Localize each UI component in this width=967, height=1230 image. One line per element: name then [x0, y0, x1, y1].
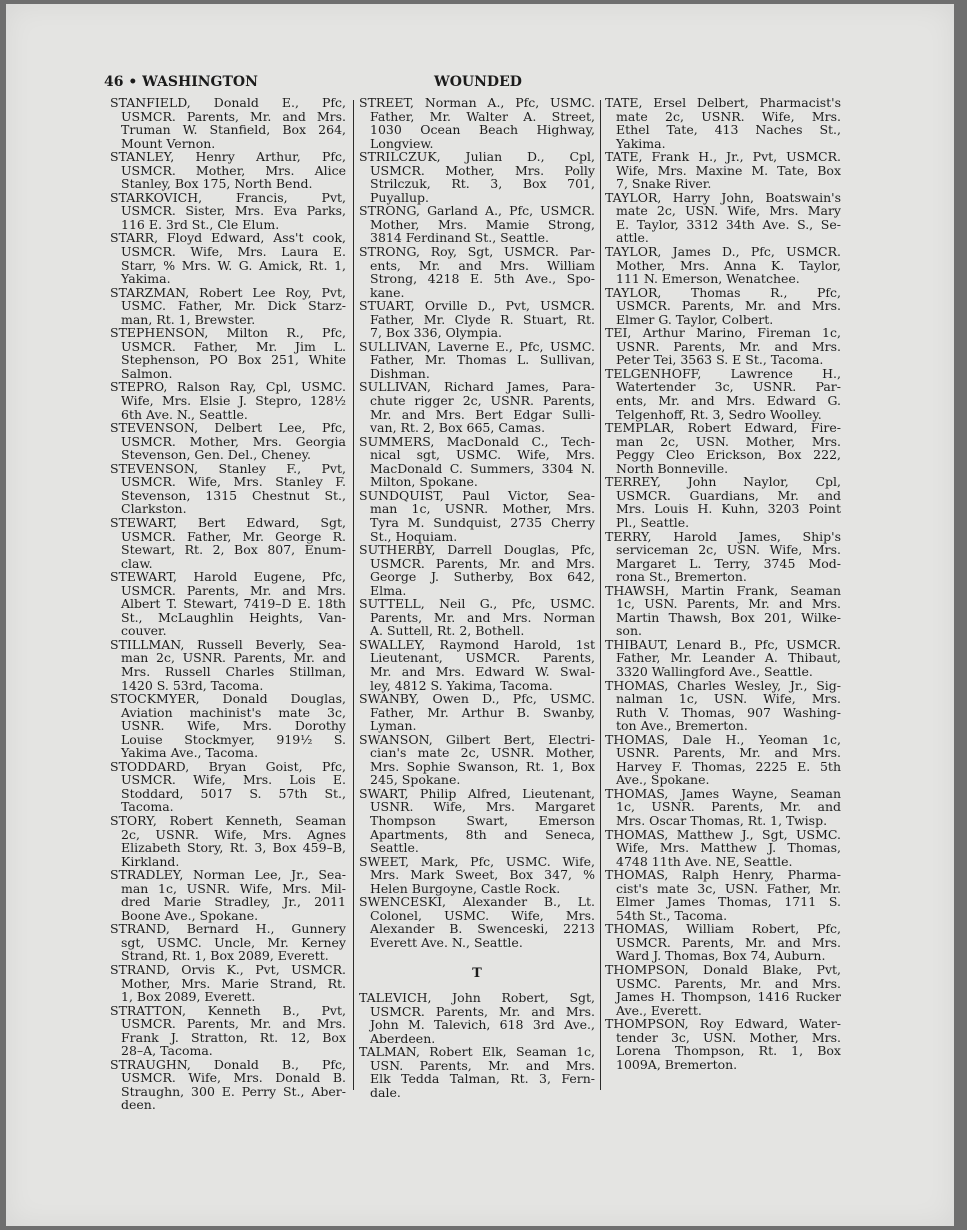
entry-detail-line: Kirkland.	[121, 853, 180, 869]
entry-detail-line: Puyallup.	[370, 189, 429, 205]
entry-detail-line: 1c, USNR. Parents, Mr. and	[616, 799, 841, 815]
entry-detail-line: Apartments, 8th and Seneca,	[370, 826, 595, 842]
column-1	[110, 96, 346, 1112]
entry-detail-line: Longview.	[370, 135, 434, 151]
entry-detail-line: Elma.	[370, 582, 407, 598]
casualty-entry	[605, 963, 841, 1017]
entry-detail-line: USMCR. Parents, Mr. and Mrs.	[121, 582, 346, 598]
entry-detail-line: man 2c, USN. Mother, Mrs.	[616, 433, 841, 449]
entry-detail-line: son.	[616, 623, 642, 639]
entry-detail-line: Wife, Mrs. Maxine M. Tate, Box	[616, 162, 841, 178]
column-3	[605, 96, 841, 1071]
entry-detail-line: Elizabeth Story, Rt. 3, Box 459–B,	[121, 840, 346, 856]
entry-detail-line: USMCR. Parents, Mr. and Mrs.	[616, 298, 841, 314]
entry-name-line: STEWART, Harold Eugene, Pfc,	[110, 569, 346, 585]
entry-detail-line: USMCR. Mother, Mrs. Polly	[370, 162, 595, 178]
entry-detail-line: Father, Mr. Leander A. Thibaut,	[616, 650, 841, 666]
entry-detail-line: Tyra M. Sundquist, 2735 Cherry	[370, 514, 595, 530]
casualty-entry	[110, 760, 346, 814]
casualty-entry	[359, 489, 595, 543]
entry-name-line: SWART, Philip Alfred, Lieutenant,	[359, 785, 595, 801]
entry-detail-line: Aberdeen.	[370, 1030, 436, 1046]
entry-detail-line: USMCR. Parents, Mr. and Mrs.	[121, 108, 346, 124]
entry-detail-line: chute rigger 2c, USNR. Parents,	[370, 393, 595, 409]
entry-detail-line: Elmer G. Taylor, Colbert.	[616, 311, 774, 327]
entry-detail-line: St., McLaughlin Heights, Van-	[121, 609, 346, 625]
entry-name-line: SWANSON, Gilbert Bert, Electri-	[359, 731, 595, 747]
casualty-entry	[110, 421, 346, 462]
entry-detail-line: 1c, USN. Parents, Mr. and Mrs.	[616, 596, 841, 612]
entry-detail-line: Louise Stockmyer, 919½ S.	[121, 731, 346, 747]
entry-detail-line: 54th St., Tacoma.	[616, 907, 728, 923]
entry-detail-line: USMCR. Mother, Mrs. Alice	[121, 162, 346, 178]
entry-detail-line: Stewart, Rt. 2, Box 807, Enum-	[121, 542, 346, 558]
entry-name-line: STOCKMYER, Donald Douglas,	[110, 691, 346, 707]
entry-detail-line: James H. Thompson, 1416 Rucker	[616, 989, 841, 1005]
entry-detail-line: Frank J. Stratton, Rt. 12, Box	[121, 1029, 346, 1045]
entry-name-line: TAYLOR, Thomas R., Pfc,	[605, 284, 841, 300]
entry-detail-line: nical sgt, USMC. Wife, Mrs.	[370, 447, 595, 463]
casualty-entry	[605, 679, 841, 733]
entry-detail-line: USMCR. Parents, Mr. and Mrs.	[370, 555, 595, 571]
casualty-entry	[110, 96, 346, 150]
entry-name-line: TATE, Frank H., Jr., Pvt, USMCR.	[605, 149, 841, 165]
casualty-entry	[605, 245, 841, 286]
entry-detail-line: sgt, USMC. Uncle, Mr. Kerney	[121, 934, 346, 950]
casualty-entry	[605, 828, 841, 869]
entry-detail-line: USNR. Parents, Mr. and Mrs.	[616, 338, 841, 354]
casualty-entry	[605, 922, 841, 963]
entry-detail-line: Mrs. Mark Sweet, Box 347, %	[370, 867, 595, 883]
entry-detail-line: Lieutenant, USMCR. Parents,	[370, 650, 595, 666]
entry-detail-line: 111 N. Emerson, Wenatchee.	[616, 271, 800, 287]
entry-detail-line: Elmer James Thomas, 1711 S.	[616, 894, 841, 910]
entry-detail-line: Elk Tedda Talman, Rt. 3, Fern-	[370, 1071, 595, 1087]
entry-name-line: THOMAS, Dale H., Yeoman 1c,	[605, 731, 841, 747]
entry-name-line: STEVENSON, Delbert Lee, Pfc,	[110, 420, 346, 436]
casualty-entry	[359, 1045, 595, 1099]
casualty-entry	[605, 150, 841, 191]
entry-detail-line: Ruth V. Thomas, 907 Washing-	[616, 704, 841, 720]
entry-detail-line: USMCR. Parents, Mr. and Mrs.	[616, 934, 841, 950]
column-2	[359, 96, 595, 1099]
entry-name-line: THOMAS, Matthew J., Sgt, USMC.	[605, 826, 841, 842]
entry-detail-line: Aviation machinist's mate 3c,	[121, 704, 346, 720]
entry-detail-line: USMCR. Sister, Mrs. Eva Parks,	[121, 203, 346, 219]
entry-name-line: STUART, Orville D., Pvt, USMCR.	[359, 298, 595, 314]
casualty-entry	[605, 367, 841, 421]
casualty-entry	[359, 299, 595, 340]
entry-detail-line: 245, Spokane.	[370, 772, 461, 788]
entry-detail-line: Everett Ave. N., Seattle.	[370, 934, 523, 950]
casualty-entry	[110, 150, 346, 191]
entry-name-line: TERREY, John Naylor, Cpl,	[605, 474, 841, 490]
casualty-entry	[359, 597, 595, 638]
entry-name-line: TATE, Ersel Delbert, Pharmacist's	[605, 95, 841, 110]
entry-detail-line: van, Rt. 2, Box 665, Camas.	[370, 420, 546, 436]
entry-detail-line: Mrs. Sophie Swanson, Rt. 1, Box	[370, 758, 595, 774]
entry-name-line: STRONG, Garland A., Pfc, USMCR.	[359, 203, 595, 219]
casualty-entry	[359, 638, 595, 692]
casualty-entry	[605, 286, 841, 327]
casualty-entry	[605, 326, 841, 367]
entry-detail-line: mate 2c, USNR. Wife, Mrs.	[616, 108, 841, 124]
entry-detail-line: claw.	[121, 555, 153, 571]
entry-name-line: THOMAS, Ralph Henry, Pharma-	[605, 867, 841, 883]
entry-name-line: STARR, Floyd Edward, Ass't cook,	[110, 230, 346, 246]
entry-detail-line: USNR. Parents, Mr. and Mrs.	[616, 745, 841, 761]
entry-name-line: TELGENHOFF, Lawrence H.,	[605, 365, 841, 381]
entry-detail-line: Watertender 3c, USNR. Par-	[616, 379, 841, 395]
entry-detail-line: 28–A, Tacoma.	[121, 1043, 213, 1059]
entry-detail-line: 116 E. 3rd St., Cle Elum.	[121, 216, 280, 232]
entry-detail-line: 1420 S. 53rd, Tacoma.	[121, 677, 264, 693]
entry-detail-line: Wife, Mrs. Elsie J. Stepro, 128½	[121, 393, 346, 409]
entry-detail-line: Mount Vernon.	[121, 135, 216, 151]
entry-detail-line: Father, Mr. Clyde R. Stuart, Rt.	[370, 311, 595, 327]
entry-detail-line: USMCR. Mother, Mrs. Georgia	[121, 433, 346, 449]
entry-name-line: SWEET, Mark, Pfc, USMC. Wife,	[359, 853, 595, 869]
casualty-entry	[605, 733, 841, 787]
entry-detail-line: Dishman.	[370, 365, 430, 381]
entry-detail-line: St., Hoquiam.	[370, 528, 458, 544]
entry-name-line: STRONG, Roy, Sgt, USMCR. Par-	[359, 244, 595, 260]
entry-detail-line: 3320 Wallingford Ave., Seattle.	[616, 663, 813, 679]
casualty-entry	[359, 855, 595, 896]
entry-detail-line: USMCR. Wife, Mrs. Donald B.	[121, 1070, 346, 1086]
entry-detail-line: Stephenson, PO Box 251, White	[121, 352, 346, 368]
entry-detail-line: Colonel, USMC. Wife, Mrs.	[370, 907, 595, 923]
entry-detail-line: Seattle.	[370, 840, 419, 856]
entry-detail-line: Thompson Swart, Emerson	[370, 812, 595, 828]
entry-detail-line: Stevenson, Gen. Del., Cheney.	[121, 447, 311, 463]
entry-name-line: STRAND, Orvis K., Pvt, USMCR.	[110, 962, 346, 977]
entry-detail-line: USNR. Wife, Mrs. Margaret	[370, 799, 595, 815]
entry-detail-line: 3814 Ferdinand St., Seattle.	[370, 230, 550, 246]
entry-detail-line: USMCR. Wife, Mrs. Stanley F.	[121, 474, 346, 490]
casualty-entry	[605, 191, 841, 245]
entry-detail-line: USMCR. Parents, Mr. and Mrs.	[121, 1016, 346, 1032]
entry-detail-line: dred Marie Stradley, Jr., 2011	[121, 894, 346, 910]
entry-detail-line: dale.	[370, 1084, 401, 1100]
entry-detail-line: USN. Parents, Mr. and Mrs.	[370, 1057, 595, 1073]
entry-detail-line: ley, 4812 S. Yakima, Tacoma.	[370, 677, 553, 693]
entry-detail-line: Helen Burgoyne, Castle Rock.	[370, 880, 561, 896]
entry-detail-line: Mrs. Russell Charles Stillman,	[121, 663, 346, 679]
entry-name-line: STILLMAN, Russell Beverly, Sea-	[110, 636, 346, 652]
entry-detail-line: tender 3c, USN. Mother, Mrs.	[616, 1029, 841, 1045]
entry-detail-line: Martin Thawsh, Box 201, Wilke-	[616, 609, 841, 625]
entry-name-line: TALEVICH, John Robert, Sgt,	[359, 990, 595, 1005]
entry-detail-line: couver.	[121, 623, 167, 639]
entry-detail-line: deen.	[121, 1097, 156, 1113]
entry-detail-line: Peggy Cleo Erickson, Box 222,	[616, 447, 841, 463]
entry-detail-line: Mrs. Louis H. Kuhn, 3203 Point	[616, 501, 841, 517]
casualty-entry	[359, 245, 595, 299]
casualty-entry	[110, 922, 346, 963]
entry-detail-line: Mother, Mrs. Anna K. Taylor,	[616, 257, 841, 273]
entry-name-line: SUMMERS, MacDonald C., Tech-	[359, 433, 595, 449]
entry-detail-line: ents, Mr. and Mrs. William	[370, 257, 595, 273]
entry-name-line: THOMPSON, Donald Blake, Pvt,	[605, 962, 841, 977]
entry-detail-line: USMCR. Father, Mr. George R.	[121, 528, 346, 544]
section-letter: T	[472, 966, 482, 982]
casualty-entry	[110, 1058, 346, 1112]
entry-detail-line: 7, Box 336, Olympia.	[370, 325, 503, 341]
entry-name-line: STANLEY, Henry Arthur, Pfc,	[110, 149, 346, 165]
section-title: WOUNDED	[434, 74, 522, 90]
entry-detail-line: attle.	[616, 230, 649, 246]
casualty-entry	[359, 380, 595, 434]
entry-name-line: THOMAS, James Wayne, Seaman	[605, 785, 841, 801]
casualty-entry	[359, 340, 595, 381]
entry-detail-line: E. Taylor, 3312 34th Ave. S., Se-	[616, 216, 841, 232]
entry-detail-line: Father, Mr. Walter A. Street,	[370, 108, 595, 124]
entry-detail-line: Yakima.	[616, 135, 666, 151]
casualty-entry	[359, 150, 595, 204]
entry-detail-line: Yakima Ave., Tacoma.	[121, 745, 259, 761]
casualty-entry	[605, 1017, 841, 1071]
casualty-entry	[110, 570, 346, 638]
entry-name-line: TAYLOR, James D., Pfc, USMCR.	[605, 244, 841, 260]
entry-detail-line: Mrs. Oscar Thomas, Rt. 1, Twisp.	[616, 812, 828, 828]
entry-name-line: SWALLEY, Raymond Harold, 1st	[359, 636, 595, 652]
entry-name-line: STARKOVICH, Francis, Pvt,	[110, 189, 346, 205]
entry-detail-line: kane.	[370, 284, 405, 300]
entry-detail-line: cian's mate 2c, USNR. Mother,	[370, 745, 595, 761]
casualty-entry	[605, 787, 841, 828]
entry-detail-line: John M. Talevich, 618 3rd Ave.,	[370, 1017, 595, 1033]
entry-detail-line: Father, Mr. Arthur B. Swanby,	[370, 704, 595, 720]
entry-detail-line: Milton, Spokane.	[370, 474, 478, 490]
casualty-entry	[359, 435, 595, 489]
casualty-entry	[110, 380, 346, 421]
casualty-entry	[110, 191, 346, 232]
casualty-entry	[359, 991, 595, 1045]
entry-detail-line: USMCR. Wife, Mrs. Lois E.	[121, 772, 346, 788]
entry-detail-line: man, Rt. 1, Brewster.	[121, 311, 256, 327]
entry-detail-line: Ward J. Thomas, Box 74, Auburn.	[616, 948, 826, 964]
entry-detail-line: USMC. Parents, Mr. and Mrs.	[616, 975, 841, 991]
entry-name-line: SUNDQUIST, Paul Victor, Sea-	[359, 487, 595, 503]
entry-detail-line: rona St., Bremerton.	[616, 569, 747, 585]
entry-detail-line: North Bonneville.	[616, 460, 729, 476]
entry-name-line: STRAND, Bernard H., Gunnery	[110, 921, 346, 937]
entry-name-line: SULLIVAN, Richard James, Para-	[359, 379, 595, 395]
entry-detail-line: mate 2c, USN. Wife, Mrs. Mary	[616, 203, 841, 219]
entry-name-line: STRILCZUK, Julian D., Cpl,	[359, 149, 595, 165]
entry-detail-line: Parents, Mr. and Mrs. Norman	[370, 609, 595, 625]
entry-name-line: STREET, Norman A., Pfc, USMC.	[359, 95, 595, 110]
entry-name-line: STODDARD, Bryan Goist, Pfc,	[110, 758, 346, 774]
entry-detail-line: man 2c, USNR. Parents, Mr. and	[121, 650, 346, 666]
casualty-entry	[605, 421, 841, 475]
entry-detail-line: A. Suttell, Rt. 2, Bothell.	[370, 623, 525, 639]
entry-detail-line: Lyman.	[370, 718, 417, 734]
casualty-entry	[359, 96, 595, 150]
entry-name-line: SULLIVAN, Laverne E., Pfc, USMC.	[359, 338, 595, 354]
entry-detail-line: Alexander B. Swenceski, 2213	[370, 921, 595, 937]
entry-detail-line: USMCR. Wife, Mrs. Laura E.	[121, 244, 346, 260]
entry-detail-line: USMCR. Guardians, Mr. and	[616, 487, 841, 503]
entry-detail-line: Ave., Spokane.	[616, 772, 710, 788]
page-number-state: 46 • WASHINGTON	[104, 74, 258, 90]
casualty-entry	[110, 286, 346, 327]
entry-detail-line: Wife, Mrs. Matthew J. Thomas,	[616, 840, 841, 856]
entry-detail-line: Stoddard, 5017 S. 57th St.,	[121, 785, 346, 801]
entry-detail-line: Boone Ave., Spokane.	[121, 907, 259, 923]
entry-name-line: THIBAUT, Lenard B., Pfc, USMCR.	[605, 636, 841, 652]
entry-name-line: SWANBY, Owen D., Pfc, USMC.	[359, 691, 595, 707]
entry-detail-line: Margaret L. Terry, 3745 Mod-	[616, 555, 841, 571]
entry-detail-line: serviceman 2c, USN. Wife, Mrs.	[616, 542, 841, 558]
entry-name-line: STRAUGHN, Donald B., Pfc,	[110, 1056, 346, 1072]
entry-name-line: TEMPLAR, Robert Edward, Fire-	[605, 420, 841, 436]
entry-detail-line: Strilczuk, Rt. 3, Box 701,	[370, 176, 595, 192]
entry-detail-line: Peter Tei, 3563 S. E St., Tacoma.	[616, 352, 824, 368]
entry-detail-line: Mother, Mrs. Mamie Strong,	[370, 216, 595, 232]
entry-detail-line: Truman W. Stanfield, Box 264,	[121, 122, 346, 138]
entry-name-line: TERRY, Harold James, Ship's	[605, 528, 841, 544]
entry-detail-line: Mother, Mrs. Marie Strand, Rt.	[121, 975, 346, 991]
entry-detail-line: USNR. Wife, Mrs. Dorothy	[121, 718, 346, 734]
casualty-entry	[605, 868, 841, 922]
entry-detail-line: Straughn, 300 E. Perry St., Aber-	[121, 1083, 346, 1099]
entry-detail-line: Stevenson, 1315 Chestnut St.,	[121, 487, 346, 503]
entry-name-line: STANFIELD, Donald E., Pfc,	[110, 95, 346, 110]
casualty-entry	[605, 638, 841, 679]
entry-detail-line: Ave., Everett.	[616, 1002, 702, 1018]
entry-name-line: STARZMAN, Robert Lee Roy, Pvt,	[110, 284, 346, 300]
casualty-entry	[605, 584, 841, 638]
entry-detail-line: Ethel Tate, 413 Naches St.,	[616, 122, 841, 138]
entry-detail-line: Starr, % Mrs. W. G. Amick, Rt. 1,	[121, 257, 346, 273]
entry-detail-line: Lorena Thompson, Rt. 1, Box	[616, 1043, 841, 1059]
casualty-entry	[110, 516, 346, 570]
casualty-entry	[110, 692, 346, 760]
entry-detail-line: Yakima.	[121, 271, 171, 287]
entry-detail-line: 1, Box 2089, Everett.	[121, 989, 256, 1005]
entry-name-line: SWENCESKI, Alexander B., Lt.	[359, 894, 595, 910]
casualty-entry	[359, 895, 595, 949]
entry-name-line: THOMAS, Charles Wesley, Jr., Sig-	[605, 677, 841, 693]
entry-detail-line: nalman 1c, USN. Wife, Mrs.	[616, 691, 841, 707]
entry-detail-line: ents, Mr. and Mrs. Edward G.	[616, 393, 841, 409]
entry-detail-line: 4748 11th Ave. NE, Seattle.	[616, 853, 793, 869]
entry-detail-line: 2c, USNR. Wife, Mrs. Agnes	[121, 826, 346, 842]
casualty-entry	[359, 543, 595, 597]
entry-detail-line: USMC. Father, Mr. Dick Starz-	[121, 298, 346, 314]
casualty-entry	[359, 787, 595, 855]
entry-detail-line: ton Ave., Bremerton.	[616, 718, 748, 734]
entry-detail-line: Tacoma.	[121, 799, 174, 815]
entry-detail-line: USMCR. Parents, Mr. and Mrs.	[370, 1003, 595, 1019]
casualty-entry	[605, 475, 841, 529]
casualty-entry	[110, 814, 346, 868]
entry-detail-line: MacDonald C. Summers, 3304 N.	[370, 460, 595, 476]
entry-detail-line: Stanley, Box 175, North Bend.	[121, 176, 313, 192]
entry-detail-line: Salmon.	[121, 365, 173, 381]
entry-detail-line: 6th Ave. N., Seattle.	[121, 406, 248, 422]
casualty-entry	[359, 692, 595, 733]
casualty-entry	[110, 868, 346, 922]
entry-detail-line: Harvey F. Thomas, 2225 E. 5th	[616, 758, 841, 774]
casualty-entry	[359, 733, 595, 787]
entry-detail-line: cist's mate 3c, USN. Father, Mr.	[616, 880, 841, 896]
entry-name-line: STRADLEY, Norman Lee, Jr., Sea-	[110, 867, 346, 883]
entry-detail-line: USMCR. Father, Mr. Jim L.	[121, 338, 346, 354]
entry-name-line: THOMAS, William Robert, Pfc,	[605, 921, 841, 937]
entry-detail-line: 1009A, Bremerton.	[616, 1056, 738, 1072]
entry-detail-line: Strong, 4218 E. 5th Ave., Spo-	[370, 271, 595, 287]
entry-name-line: TAYLOR, Harry John, Boatswain's	[605, 189, 841, 205]
casualty-entry	[110, 462, 346, 516]
casualty-entry	[110, 963, 346, 1004]
entry-name-line: STEWART, Bert Edward, Sgt,	[110, 514, 346, 530]
entry-detail-line: Father, Mr. Thomas L. Sullivan,	[370, 352, 595, 368]
entry-detail-line: Mr. and Mrs. Bert Edgar Sulli-	[370, 406, 595, 422]
entry-detail-line: Clarkston.	[121, 501, 187, 517]
entry-name-line: STRATTON, Kenneth B., Pvt,	[110, 1002, 346, 1018]
entry-detail-line: 1030 Ocean Beach Highway,	[370, 122, 595, 138]
entry-detail-line: Strand, Rt. 1, Box 2089, Everett.	[121, 948, 329, 964]
casualty-entry	[110, 326, 346, 380]
entry-name-line: STEPRO, Ralson Ray, Cpl, USMC.	[110, 379, 346, 395]
entry-name-line: TALMAN, Robert Elk, Seaman 1c,	[359, 1044, 595, 1060]
casualty-entry	[110, 231, 346, 285]
casualty-entry	[605, 530, 841, 584]
entry-detail-line: 7, Snake River.	[616, 176, 712, 192]
column-divider	[353, 100, 354, 1090]
entry-detail-line: Telgenhoff, Rt. 3, Sedro Woolley.	[616, 406, 822, 422]
casualty-entry	[110, 638, 346, 692]
entry-detail-line: Mr. and Mrs. Edward W. Swal-	[370, 663, 595, 679]
entry-name-line: THAWSH, Martin Frank, Seaman	[605, 582, 841, 598]
entry-name-line: STEPHENSON, Milton R., Pfc,	[110, 325, 346, 341]
entry-detail-line: man 1c, USNR. Mother, Mrs.	[370, 501, 595, 517]
entry-name-line: THOMPSON, Roy Edward, Water-	[605, 1016, 841, 1032]
entry-name-line: TEI, Arthur Marino, Fireman 1c,	[605, 325, 841, 341]
entry-name-line: SUTTELL, Neil G., Pfc, USMC.	[359, 596, 595, 612]
column-divider	[600, 100, 601, 1090]
entry-detail-line: Albert T. Stewart, 7419–D E. 18th	[121, 596, 346, 612]
casualty-entry	[359, 204, 595, 245]
casualty-entry	[605, 96, 841, 150]
entry-name-line: SUTHERBY, Darrell Douglas, Pfc,	[359, 542, 595, 558]
entry-detail-line: George J. Sutherby, Box 642,	[370, 569, 595, 585]
entry-name-line: STORY, Robert Kenneth, Seaman	[110, 812, 346, 828]
entry-detail-line: man 1c, USNR. Wife, Mrs. Mil-	[121, 880, 346, 896]
entry-detail-line: Pl., Seattle.	[616, 514, 690, 530]
entry-name-line: STEVENSON, Stanley F., Pvt,	[110, 460, 346, 476]
casualty-entry	[110, 1004, 346, 1058]
